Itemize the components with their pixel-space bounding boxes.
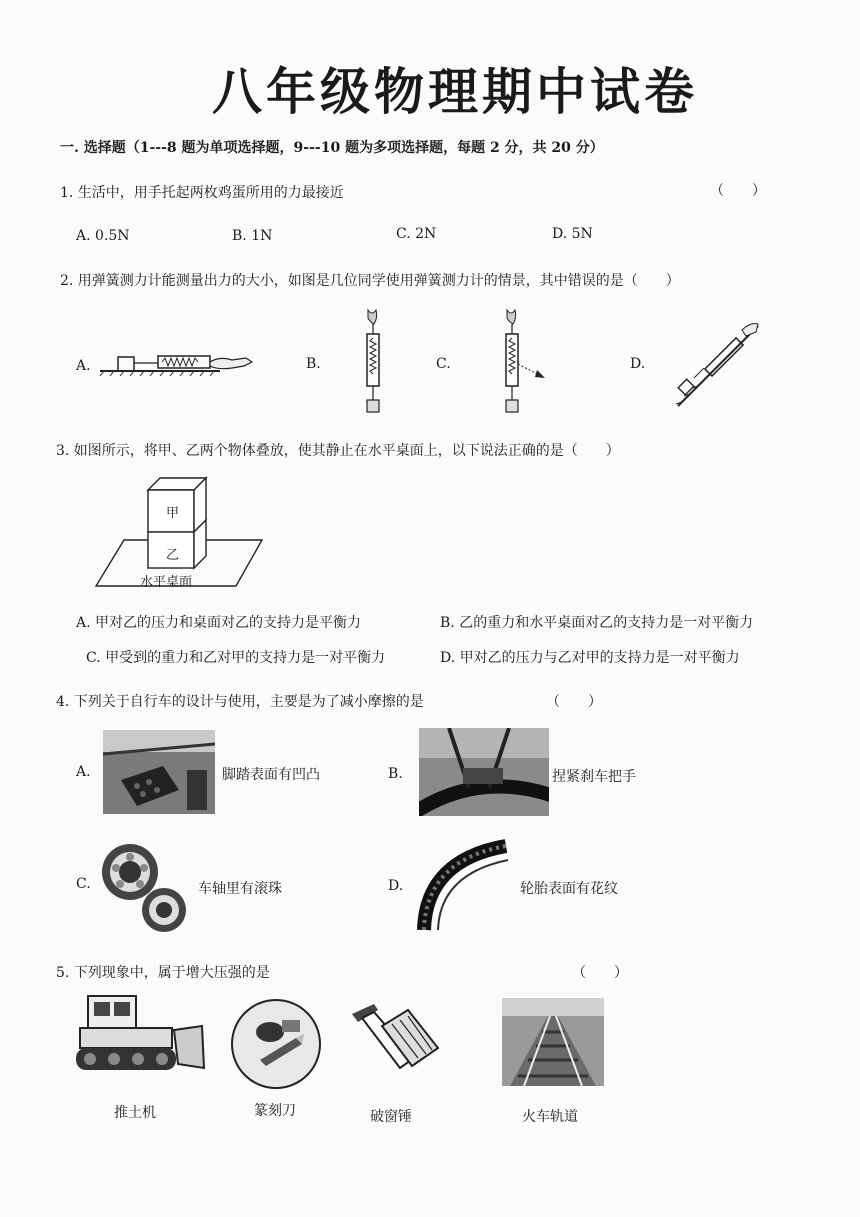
- q2-figure-c: [497, 308, 557, 414]
- q2-label-a: A.: [76, 358, 91, 374]
- q4-caption-d: 轮胎表面有花纹: [520, 881, 618, 897]
- q5-answer-blank: （ ）: [572, 965, 628, 981]
- q5-caption-knife: 篆刻刀: [254, 1103, 296, 1119]
- q5-caption-hammer: 破窗锤: [370, 1109, 412, 1125]
- q3-option-d: D. 甲对乙的压力与乙对甲的支持力是一对平衡力: [440, 650, 740, 666]
- q4-answer-blank: （ ）: [546, 694, 602, 710]
- q5-caption-railway: 火车轨道: [522, 1109, 578, 1125]
- q3-option-b: B. 乙的重力和水平桌面对乙的支持力是一对平衡力: [440, 615, 754, 631]
- bearing-icon: [100, 842, 188, 934]
- window-hammer-icon: [348, 1000, 442, 1080]
- q1-option-b: B. 1N: [232, 228, 273, 244]
- block-jia-label: 甲: [166, 506, 180, 521]
- q5-stem: 5. 下列现象中，属于增大压强的是: [56, 965, 270, 981]
- table-label: 水平桌面: [140, 575, 193, 590]
- tire-icon: [416, 840, 514, 930]
- carving-knife-icon: [230, 998, 322, 1090]
- page-title: 八年级物理期中试卷: [212, 63, 698, 121]
- q2-figure-a: [100, 338, 270, 378]
- q4-label-b: B.: [388, 766, 403, 782]
- q1-option-a: A. 0.5N: [76, 228, 130, 244]
- q4-label-c: C.: [76, 876, 91, 892]
- q2-figure-b: [358, 308, 388, 414]
- section-heading: 一. 选择题（1---8 题为单项选择题，9---10 题为多项选择题，每题 2 分，共 20 分）: [60, 140, 604, 156]
- q2-label-b: B.: [306, 356, 321, 372]
- q2-stem: 2. 用弹簧测力计能测量出力的大小，如图是几位同学使用弹簧测力计的情景，其中错误的是（ ）: [60, 273, 680, 289]
- q1-answer-blank: （ ）: [710, 183, 766, 199]
- q3-option-c: C. 甲受到的重力和乙对甲的支持力是一对平衡力: [86, 650, 386, 666]
- q1-stem: 1. 生活中，用手托起两枚鸡蛋所用的力最接近: [60, 185, 344, 201]
- brake-photo: [419, 728, 549, 816]
- q4-caption-c: 车轴里有滚珠: [198, 881, 282, 897]
- q3-option-a: A. 甲对乙的压力和桌面对乙的支持力是平衡力: [76, 615, 362, 631]
- railway-photo: [502, 998, 604, 1086]
- q2-label-d: D.: [630, 356, 646, 372]
- q4-label-a: A.: [76, 764, 91, 780]
- q2-label-c: C.: [436, 356, 451, 372]
- q4-caption-a: 脚踏表面有凹凸: [222, 767, 320, 783]
- q4-label-d: D.: [388, 878, 404, 894]
- q1-option-c: C. 2N: [396, 226, 437, 242]
- pedal-photo: [103, 730, 215, 814]
- q3-stem: 3. 如图所示，将甲、乙两个物体叠放，使其静止在水平桌面上，以下说法正确的是（ ）: [56, 443, 620, 459]
- q1-option-d: D. 5N: [552, 226, 593, 242]
- bulldozer-icon: [74, 992, 206, 1076]
- q4-caption-b: 捏紧刹车把手: [552, 769, 636, 785]
- block-yi-label: 乙: [166, 548, 180, 563]
- q5-caption-bulldozer: 推土机: [114, 1105, 156, 1121]
- q2-figure-d: [672, 316, 764, 412]
- q4-stem: 4. 下列关于自行车的设计与使用，主要是为了减小摩擦的是: [56, 694, 424, 710]
